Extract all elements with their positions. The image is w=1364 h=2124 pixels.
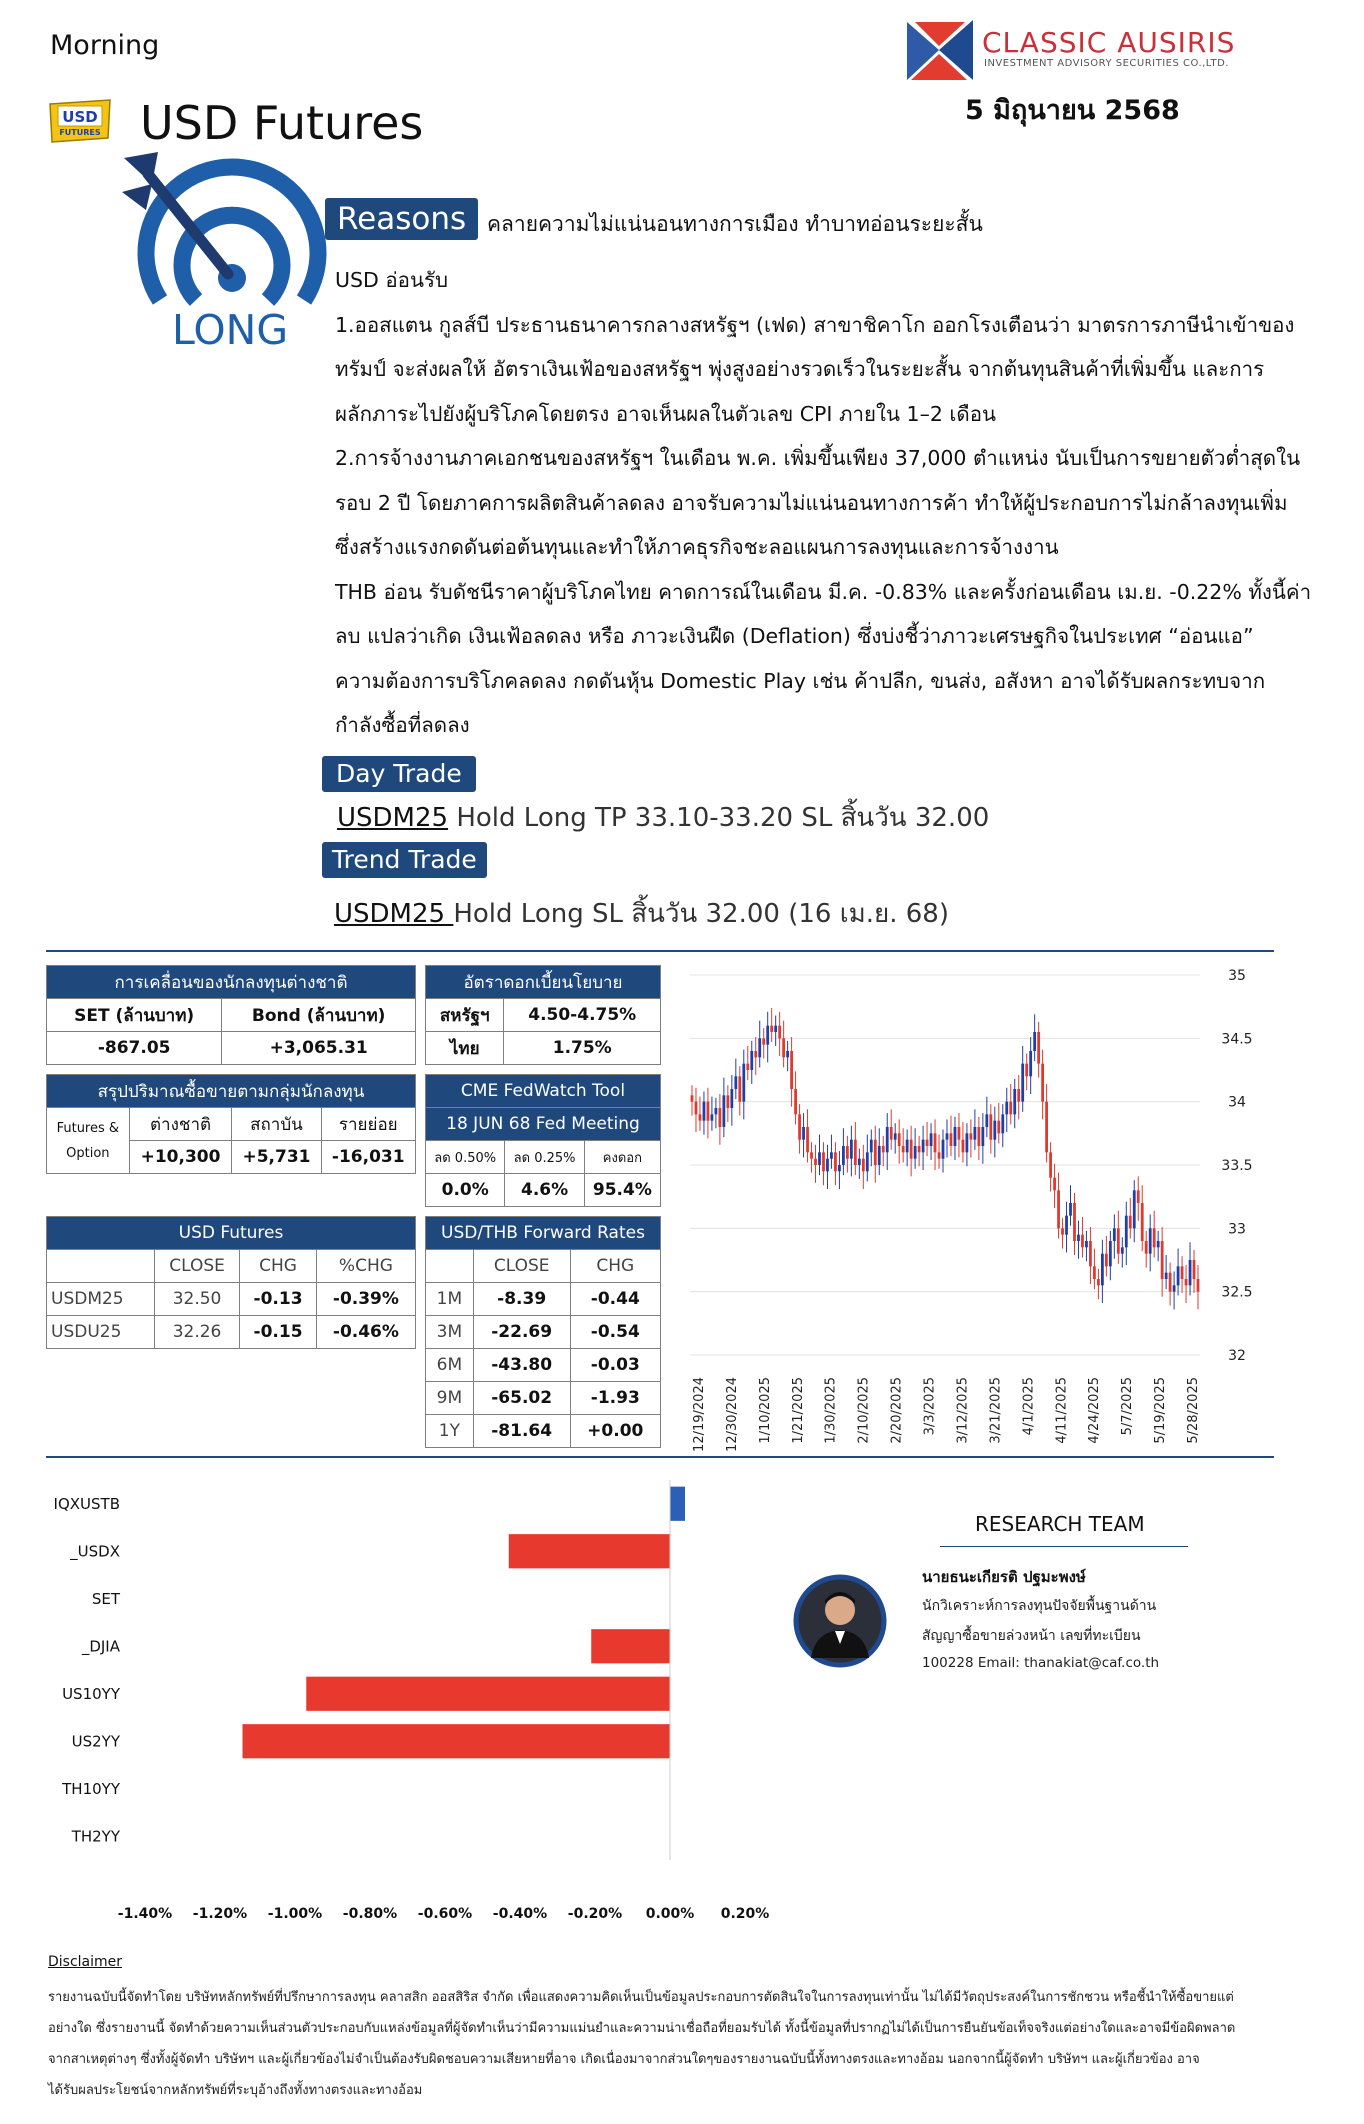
candle-body: [1145, 1241, 1148, 1254]
policy-rate-label: ไทย: [426, 1032, 504, 1065]
x-tick-label: 12/30/2024: [724, 1377, 740, 1452]
disclaimer-line: รายงานฉบับนี้จัดทำโดย บริษัทหลักทรัพย์ที่ปรึกษาการลงทุน คลาสสิก ออสสิริส จำกัด เพื่อแสดงความคิดเห็นเป็นข้อมูลประกอบการตัดสินใจในการลงทุนเท่านั้น ไม่ได้มีวัตถุประสงค์ในการชักชวน หรือชี้นำให้ซื้อขายแต่: [48, 1990, 1234, 2005]
candle-body: [838, 1165, 841, 1171]
candle-body: [930, 1133, 933, 1146]
candle-body: [730, 1089, 733, 1108]
x-tick-label: 4/24/2025: [1087, 1377, 1103, 1444]
forward-close: -22.69: [473, 1316, 570, 1349]
reason-line: กำลังซื้อที่ลดลง: [335, 713, 470, 737]
candle-body: [691, 1095, 694, 1101]
brand-subtitle: INVESTMENT ADVISORY SECURITIES CO.,LTD.: [984, 58, 1229, 69]
set-header: SET (ล้านบาท): [47, 999, 222, 1032]
candle-body: [1009, 1102, 1012, 1115]
x-tick-label: 2/20/2025: [889, 1377, 905, 1444]
forward-chg: -0.54: [570, 1316, 660, 1349]
candle-body: [711, 1114, 714, 1120]
candle-body: [989, 1114, 992, 1139]
target-dart-icon: [118, 150, 318, 310]
candle-body: [1013, 1089, 1016, 1114]
candle-body: [1005, 1102, 1008, 1115]
candle-body: [822, 1152, 825, 1171]
foreign-flow-table: [46, 965, 416, 1065]
day-trade-badge: Day Trade: [322, 756, 476, 792]
candle-body: [958, 1127, 961, 1140]
y-tick-label: 35: [1228, 968, 1246, 984]
candle-body: [1081, 1235, 1084, 1248]
usd-futures-pct: -0.46%: [316, 1316, 415, 1349]
candle-body: [830, 1152, 833, 1158]
forward-chg: +0.00: [570, 1415, 660, 1448]
reason-line: ซึ่งสร้างแรงกดดันต่อต้นทุนและทำให้ภาคธุรกิจชะลอแผนการลงทุนและการจ้างงาน: [335, 535, 1059, 559]
x-tick-label: 3/21/2025: [988, 1377, 1004, 1444]
candle-body: [766, 1026, 769, 1045]
reason-line: ทรัมป์ จะส่งผลให้ อัตราเงินเฟ้อของสหรัฐฯ พุ่งสูงอย่างรวดเร็วในระยะสั้น จากต้นทุนสินค้าที่เพิ่มขึ้น และการ: [335, 357, 1265, 381]
bar-x-tick-label: -0.80%: [342, 1906, 398, 1922]
candle-body: [1053, 1178, 1056, 1191]
reason-line: รอบ 2 ปี โดยภาคการผลิตสินค้าลดลง อาจรับความไม่แน่นอนทางการค้า ทำให้ผู้ประกอบการไม่กล้าลงทุนเพิ่ม: [335, 490, 1288, 515]
candle-body: [790, 1051, 793, 1089]
candle-body: [818, 1152, 821, 1165]
bar-x-tick-label: -1.20%: [192, 1906, 248, 1922]
disclaimer-body: [48, 1982, 1278, 2106]
usd-futures-pct: -0.39%: [316, 1283, 415, 1316]
x-tick-label: 1/10/2025: [757, 1377, 773, 1444]
candle-body: [1021, 1064, 1024, 1102]
foreign-flow-title: การเคลื่อนของนักลงทุนต่างชาติ: [47, 966, 416, 999]
candle-body: [1121, 1247, 1124, 1253]
forward-close: -81.64: [473, 1415, 570, 1448]
day-trade-detail: Hold Long TP 33.10-33.20 SL สิ้นวัน 32.00: [448, 803, 990, 833]
candle-body: [802, 1127, 805, 1140]
forward-tenor: 1Y: [426, 1415, 474, 1448]
candle-body: [707, 1102, 710, 1121]
candle-body: [890, 1127, 893, 1140]
y-tick-label: 32: [1228, 1348, 1246, 1364]
candle-body: [878, 1146, 881, 1165]
candle-body: [1089, 1241, 1092, 1266]
investor-summary-table: [46, 1074, 416, 1174]
policy-rate-title: อัตราดอกเบี้ยนโยบาย: [426, 966, 661, 999]
candle-body: [798, 1114, 801, 1139]
candle-body: [1033, 1032, 1036, 1051]
investor-value: -16,031: [321, 1141, 415, 1174]
bar-mark: [243, 1724, 671, 1758]
candle-body: [942, 1140, 945, 1159]
bond-value: +3,065.31: [222, 1032, 416, 1065]
forward-header: CHG: [570, 1250, 660, 1283]
candle-body: [902, 1146, 905, 1152]
reason-line: ความต้องการบริโภคลดลง กดดันหุ้น Domestic Play เช่น ค้าปลีก, ขนส่ง, อสังหา อาจได้รับผลกระทบจาก: [335, 668, 1266, 693]
day-trade-recommendation: [337, 797, 989, 838]
usd-futures-chg: -0.13: [240, 1283, 317, 1316]
analyst-license: สัญญาซื้อขายล่วงหน้า เลขที่ทะเบียน: [922, 1628, 1141, 1644]
investor-header: สถาบัน: [232, 1108, 321, 1141]
fedwatch-header: ลด 0.25%: [505, 1141, 584, 1174]
candle-body: [854, 1140, 857, 1165]
candle-body: [1137, 1190, 1140, 1203]
candle-body: [794, 1089, 797, 1114]
investor-header: รายย่อย: [321, 1108, 415, 1141]
investor-value: +5,731: [232, 1141, 321, 1174]
bar-x-tick-label: 0.00%: [645, 1906, 695, 1922]
candle-body: [862, 1159, 865, 1172]
classic-ausiris-logo-mark: [905, 16, 975, 84]
forward-close: -65.02: [473, 1382, 570, 1415]
bar-category-label: _USDX: [70, 1542, 120, 1561]
divider-top: [46, 950, 1274, 952]
candle-body: [934, 1133, 937, 1152]
bar-mark: [591, 1629, 670, 1663]
bar-category-label: US2YY: [71, 1732, 120, 1751]
candle-body: [973, 1127, 976, 1140]
candle-body: [1049, 1152, 1052, 1177]
usd-futures-logo: [46, 98, 114, 144]
candle-body: [993, 1121, 996, 1140]
candle-body: [1197, 1279, 1200, 1292]
trend-trade-badge: Trend Trade: [322, 842, 487, 878]
candle-body: [786, 1051, 789, 1057]
candle-body: [1097, 1279, 1100, 1285]
candle-body: [1069, 1203, 1072, 1216]
candle-body: [1113, 1228, 1116, 1241]
x-tick-label: 3/12/2025: [955, 1377, 971, 1444]
bar-category-label: TH10YY: [62, 1779, 120, 1798]
candle-body: [1161, 1241, 1164, 1279]
candle-body: [1073, 1203, 1076, 1241]
candle-body: [977, 1127, 980, 1146]
candle-body: [842, 1146, 845, 1165]
reason-line: ผลักภาระไปยังผู้บริโภคโดยตรง อาจเห็นผลในตัวเลข CPI ภายใน 1–2 เดือน: [335, 401, 997, 426]
candle-body: [703, 1102, 706, 1121]
candle-body: [866, 1152, 869, 1171]
candle-body: [874, 1140, 877, 1165]
candle-body: [1037, 1032, 1040, 1064]
futures-option-label: Futures & Option: [47, 1108, 130, 1174]
x-tick-label: 4/1/2025: [1021, 1377, 1037, 1436]
candle-body: [1105, 1254, 1108, 1267]
candle-body: [1133, 1190, 1136, 1228]
trend-trade-recommendation: [334, 893, 949, 934]
candle-body: [1129, 1216, 1132, 1229]
candle-body: [894, 1133, 897, 1139]
analyst-email: 100228 Email: thanakiat@caf.co.th: [922, 1655, 1160, 1671]
report-session: Morning: [50, 30, 160, 61]
divider-bottom: [46, 1456, 1274, 1458]
usd-candlestick-chart: [680, 960, 1280, 1465]
candle-body: [1181, 1266, 1184, 1279]
brand-name: CLASSIC AUSIRIS: [982, 26, 1236, 59]
forward-tenor: 3M: [426, 1316, 474, 1349]
candle-body: [906, 1140, 909, 1153]
candle-body: [726, 1095, 729, 1108]
analyst-avatar: [793, 1574, 887, 1668]
candle-body: [1185, 1279, 1188, 1285]
day-trade-symbol: USDM25: [337, 803, 449, 833]
candle-body: [946, 1133, 949, 1139]
candle-body: [1077, 1235, 1080, 1241]
candle-body: [1125, 1216, 1128, 1248]
bar-mark: [670, 1487, 685, 1521]
policy-rate-table: [425, 965, 661, 1065]
forward-chg: -1.93: [570, 1382, 660, 1415]
candle-body: [1041, 1064, 1044, 1102]
reason-line: ลบ แปลว่าเกิด เงินเฟ้อลดลง หรือ ภาวะเงินฝืด (Deflation) ซึ่งบ่งชี้ว่าภาวะเศรษฐกิจในประเทศ “อ่อนแอ”: [335, 624, 1254, 648]
policy-rate-value: 1.75%: [504, 1032, 661, 1065]
forward-tenor: 1M: [426, 1283, 474, 1316]
report-date: 5 มิถุนายน 2568: [965, 95, 1180, 126]
bar-x-tick-label: -0.40%: [492, 1906, 548, 1922]
candle-body: [1173, 1285, 1176, 1291]
candle-body: [774, 1026, 777, 1032]
candle-body: [738, 1076, 741, 1101]
svg-text:USD: USD: [62, 108, 98, 126]
bar-mark: [306, 1677, 670, 1711]
x-tick-label: 5/19/2025: [1153, 1377, 1169, 1444]
candle-body: [1017, 1089, 1020, 1102]
candle-body: [1149, 1228, 1152, 1253]
fedwatch-value: 0.0%: [426, 1174, 505, 1207]
x-tick-label: 1/21/2025: [790, 1377, 806, 1444]
candle-body: [898, 1133, 901, 1146]
candle-body: [981, 1127, 984, 1146]
forward-chg: -0.03: [570, 1349, 660, 1382]
trend-trade-detail: Hold Long SL สิ้นวัน 32.00 (16 เม.ย. 68): [453, 899, 949, 929]
forward-header: [426, 1250, 474, 1283]
x-tick-label: 2/10/2025: [856, 1377, 872, 1444]
research-team-title: RESEARCH TEAM: [975, 1512, 1145, 1536]
candle-body: [734, 1076, 737, 1089]
disclaimer-line: อย่างใด ซึ่งรายงานนี้ จัดทำด้วยความเห็นส่วนตัวประกอบกับแหล่งข้อมูลที่ผู้จัดทำเห็นว่ามีความแม่นยำและความน่าเชื่อถือที่ยอมรับได้ ทั้งนี้ข้อมูลที่ปรากฏไม่ได้เป็นการยืนยันข้อเท็จจริงแต่อย่างใดและอาจมีข้อผิดพลาด: [48, 2021, 1236, 2036]
disclaimer-line: ได้รับผลประโยชน์จากหลักทรัพย์ที่ระบุอ้างถึงทั้งทางตรงและทางอ้อม: [48, 2083, 423, 2098]
analyst-name: นายธนะเกียรติ ปฐมะพงษ์: [922, 1568, 1086, 1586]
candle-body: [858, 1159, 861, 1165]
candle-body: [718, 1108, 721, 1127]
investor-summary-title: สรุปปริมาณซื้อขายตามกลุ่มนักลงทุน: [47, 1075, 416, 1108]
x-tick-label: 3/3/2025: [922, 1377, 938, 1436]
candle-body: [1117, 1228, 1120, 1253]
disclaimer-title: Disclaimer: [48, 1954, 123, 1970]
candle-body: [1065, 1216, 1068, 1235]
forward-tenor: 9M: [426, 1382, 474, 1415]
position-label: LONG: [172, 306, 289, 354]
candle-body: [962, 1140, 965, 1153]
candle-body: [850, 1140, 853, 1159]
candle-body: [922, 1140, 925, 1153]
candle-body: [1061, 1228, 1064, 1234]
y-tick-label: 33: [1228, 1221, 1246, 1238]
candle-body: [985, 1114, 988, 1127]
candle-body: [1045, 1102, 1048, 1153]
candle-body: [699, 1114, 702, 1120]
candle-body: [1189, 1260, 1192, 1285]
svg-text:FUTURES: FUTURES: [59, 128, 101, 137]
x-tick-label: 4/11/2025: [1054, 1377, 1070, 1444]
forward-close: -8.39: [473, 1283, 570, 1316]
candle-body: [870, 1140, 873, 1153]
fedwatch-value: 4.6%: [505, 1174, 584, 1207]
research-divider: [940, 1546, 1188, 1547]
usd-futures-title: USD Futures: [47, 1217, 416, 1250]
candle-body: [938, 1152, 941, 1158]
fedwatch-header: คงดอก: [584, 1141, 660, 1174]
candle-body: [910, 1140, 913, 1159]
usd-futures-symbol: USDU25: [47, 1316, 155, 1349]
candle-body: [1157, 1241, 1160, 1247]
usd-futures-close: 32.26: [154, 1316, 239, 1349]
x-tick-label: 5/7/2025: [1120, 1377, 1136, 1436]
candle-body: [1193, 1260, 1196, 1279]
candle-body: [750, 1051, 753, 1070]
set-value: -867.05: [47, 1032, 222, 1065]
candle-body: [695, 1102, 698, 1115]
y-tick-label: 34: [1228, 1094, 1246, 1111]
reasons-headline: คลายความไม่แน่นอนทางการเมือง ทำบาทอ่อนระยะสั้น: [487, 212, 983, 236]
candle-body: [814, 1159, 817, 1165]
candle-body: [1025, 1064, 1028, 1077]
forward-rates-table: [425, 1216, 661, 1448]
candle-body: [950, 1133, 953, 1146]
x-tick-label: 1/30/2025: [823, 1377, 839, 1444]
y-tick-label: 33.5: [1221, 1158, 1253, 1174]
candle-body: [926, 1140, 929, 1146]
bar-x-tick-label: 0.20%: [720, 1906, 770, 1922]
candle-body: [1153, 1228, 1156, 1247]
candle-body: [762, 1038, 765, 1044]
candle-body: [742, 1064, 745, 1102]
reasons-badge: Reasons: [325, 198, 478, 240]
fedwatch-title: CME FedWatch Tool: [426, 1075, 661, 1108]
candle-body: [997, 1121, 1000, 1134]
candle-body: [826, 1159, 829, 1172]
y-tick-label: 34.5: [1221, 1031, 1253, 1048]
candle-body: [1109, 1241, 1112, 1266]
reason-line: 2.การจ้างงานภาคเอกชนของสหรัฐฯ ในเดือน พ.ค. เพิ่มขึ้นเพียง 37,000 ตำแหน่ง นับเป็นการขยายตัวต่ำสุดใน: [335, 446, 1301, 470]
analyst-role: นักวิเคราะห์การลงทุนปัจจัยพื้นฐานด้าน: [922, 1598, 1157, 1614]
usd-futures-table: [46, 1216, 416, 1349]
market-change-bar-chart: [40, 1470, 770, 1930]
y-tick-label: 32.5: [1221, 1284, 1253, 1301]
candle-body: [954, 1127, 957, 1146]
reason-line: THB อ่อน รับดัชนีราคาผู้บริโภคไทย คาดการณ์ในเดือน มี.ค. -0.83% และครั้งก่อนเดือน เม.ย. -0.22% ทั้งนี้ค่า: [335, 579, 1312, 604]
policy-rate-value: 4.50-4.75%: [504, 999, 661, 1032]
bar-category-label: TH2YY: [71, 1827, 120, 1846]
fedwatch-meeting: 18 JUN 68 Fed Meeting: [426, 1108, 661, 1141]
candle-body: [1085, 1241, 1088, 1247]
candle-body: [1029, 1051, 1032, 1076]
investor-value: +10,300: [129, 1141, 232, 1174]
candle-body: [966, 1133, 969, 1152]
forward-header: CLOSE: [473, 1250, 570, 1283]
forward-chg: -0.44: [570, 1283, 660, 1316]
usd-futures-header: [47, 1250, 155, 1283]
usd-futures-header: CHG: [240, 1250, 317, 1283]
candle-body: [886, 1127, 889, 1152]
reason-line: USD อ่อนรับ: [335, 268, 448, 292]
candle-body: [1165, 1273, 1168, 1279]
policy-rate-label: สหรัฐฯ: [426, 999, 504, 1032]
candle-body: [882, 1146, 885, 1152]
forward-close: -43.80: [473, 1349, 570, 1382]
candle-body: [746, 1064, 749, 1070]
bar-mark: [509, 1534, 670, 1568]
usd-futures-symbol: USDM25: [47, 1283, 155, 1316]
bar-x-tick-label: -1.40%: [117, 1906, 173, 1922]
disclaimer-line: จากสาเหตุต่างๆ ซึ่งทั้งผู้จัดทำ บริษัทฯ และผู้เกี่ยวข้องไม่จำเป็นต้องรับผิดชอบความเสียหายที่อาจ เกิดเนื่องมาจากส่วนใดๆของรายงานฉบับนี้ทั้งทางตรงและทางอ้อม นอกจากนี้ผู้จัดทำ บริษัทฯ และผู้เกี่ยวข้อง อาจ: [48, 2052, 1200, 2067]
usd-futures-header: CLOSE: [154, 1250, 239, 1283]
reasons-body: [335, 258, 1340, 748]
candle-body: [914, 1146, 917, 1159]
candle-body: [782, 1038, 785, 1057]
candle-body: [810, 1152, 813, 1158]
trend-trade-symbol: USDM25: [334, 899, 454, 929]
bar-category-label: IQXUSTB: [53, 1494, 120, 1513]
candle-body: [1057, 1190, 1060, 1228]
bar-category-label: _DJIA: [81, 1637, 120, 1656]
investor-header: ต่างชาติ: [129, 1108, 232, 1141]
forward-tenor: 6M: [426, 1349, 474, 1382]
candle-body: [1101, 1254, 1104, 1286]
candle-body: [1141, 1203, 1144, 1241]
page-title: USD Futures: [140, 96, 424, 150]
x-tick-label: 12/19/2024: [692, 1377, 707, 1452]
candle-body: [1001, 1114, 1004, 1133]
fedwatch-table: [425, 1074, 661, 1207]
candle-body: [834, 1152, 837, 1171]
candle-body: [970, 1133, 973, 1139]
candle-body: [806, 1127, 809, 1152]
x-tick-label: 5/28/2025: [1186, 1377, 1201, 1444]
bar-category-label: US10YY: [62, 1684, 120, 1703]
forward-rates-title: USD/THB Forward Rates: [426, 1217, 661, 1250]
candle-body: [715, 1108, 718, 1114]
usd-futures-chg: -0.15: [240, 1316, 317, 1349]
candle-body: [1169, 1273, 1172, 1292]
usd-futures-header: %CHG: [316, 1250, 415, 1283]
bond-header: Bond (ล้านบาท): [222, 999, 416, 1032]
candle-body: [754, 1051, 757, 1057]
bar-x-tick-label: -0.60%: [417, 1906, 473, 1922]
fedwatch-value: 95.4%: [584, 1174, 660, 1207]
candle-body: [846, 1146, 849, 1159]
bar-x-tick-label: -1.00%: [267, 1906, 323, 1922]
candle-body: [758, 1038, 761, 1057]
usd-futures-close: 32.50: [154, 1283, 239, 1316]
candle-body: [1093, 1266, 1096, 1279]
bar-x-tick-label: -0.20%: [567, 1906, 623, 1922]
bar-category-label: SET: [91, 1589, 120, 1608]
candle-body: [918, 1146, 921, 1152]
candle-body: [722, 1095, 725, 1127]
fedwatch-header: ลด 0.50%: [426, 1141, 505, 1174]
candle-body: [1177, 1266, 1180, 1285]
reason-line: 1.ออสแตน กูลส์บี ประธานธนาคารกลางสหรัฐฯ (เฟด) สาขาชิคาโก ออกโรงเตือนว่า มาตรการภาษีนำเข้าของ: [335, 312, 1295, 337]
candle-body: [778, 1026, 781, 1039]
candle-body: [770, 1026, 773, 1032]
